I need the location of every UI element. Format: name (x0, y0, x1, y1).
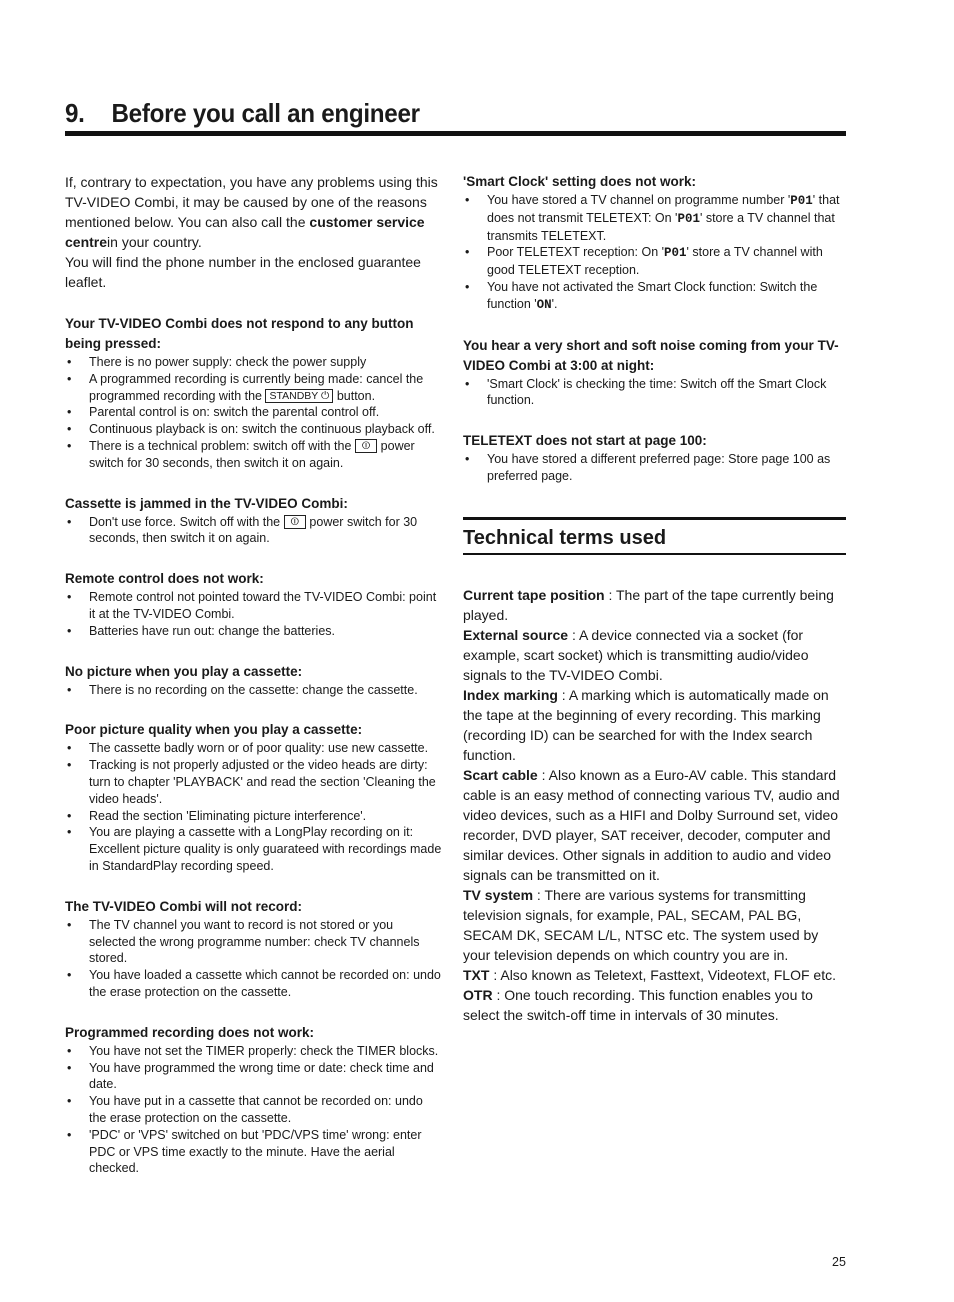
section-heading: 'Smart Clock' setting does not work: (463, 174, 696, 189)
list-item: • You have not set the TIMER properly: check the TIMER blocks. (67, 1043, 439, 1058)
term-entry: OTR : One touch recording. This function enables you to select the switch-off time in intervals of 30 minutes. (463, 986, 813, 1023)
section-heading: TELETEXT does not start at page 100: (463, 433, 707, 449)
section-heading: No picture when you play a cassette: (65, 663, 303, 679)
section-noise-at-night (463, 336, 846, 410)
list-item: • You have put in a cassette that cannot be recorded on: undo the erase protection on the cassette. (67, 1094, 423, 1125)
section-heading: Remote control does not work: (65, 571, 264, 587)
list-item: • Continuous playback is on: switch the continuous playback off. (67, 422, 435, 437)
section-programmed-recording (65, 1023, 443, 1177)
list-item: • You have programmed the wrong time or date: check time and date. (67, 1060, 434, 1092)
list-item: • Don't use force. Switch off with the ⏼ power switch for 30 seconds, then switch it on again. (67, 514, 418, 546)
list-item: • The cassette badly worn or of poor quality: use new cassette. (67, 741, 429, 756)
list-item: • You have stored a TV channel on programme number 'P01' that does not transmit TELETEXT: On 'P01' store a TV channel that transmits TELETEXT. (465, 193, 840, 243)
term-entry: TXT : Also known as Teletext, Fasttext, Videotext, FLOF etc. (463, 966, 836, 983)
section-smart-clock (463, 172, 846, 314)
list-item: • 'PDC' or 'VPS' switched on but 'PDC/VPS time' wrong: enter PDC or VPS time exactly to the minute. Have the aerial checked. (67, 1127, 422, 1176)
term-entry: TV system : There are various systems for transmitting television signals, for example, PAL, SECAM, PAL BG, SECAM DK, SECAM L/L, NTSC etc. The system used by your television depends on which country you are in. (463, 886, 819, 963)
right-column (463, 172, 846, 1025)
list-item: • Poor TELETEXT reception: On 'P01' store a TV channel with good TELETEXT reception. (465, 245, 823, 278)
intro-paragraph-1: If, contrary to expectation, you have any problems using this TV-VIDEO Combi, it may be caused by one of the reasons mentioned below. You can also call the customer service centrein your country. (65, 174, 438, 250)
list-item: • There is no recording on the cassette: change the cassette. (67, 682, 418, 697)
page-number: 25 (832, 1255, 846, 1269)
section-remote-control (65, 569, 443, 639)
list-item: • Remote control not pointed toward the TV-VIDEO Combi: point it at the TV-VIDEO Combi. (67, 590, 437, 621)
intro (65, 172, 443, 292)
term-entry: Current tape position : The part of the tape currently being played. (463, 586, 834, 623)
section-heading: You hear a very short and soft noise coming from your TV-VIDEO Combi at 3:00 at night: (463, 337, 839, 373)
list-item: • There is no power supply: check the power supply (67, 355, 367, 369)
intro-paragraph-2: You will find the phone number in the enclosed guarantee leaflet. (65, 254, 421, 290)
left-column (65, 172, 443, 1177)
list-item: • There is a technical problem: switch off with the ⏼ power switch for 30 seconds, then switch it on again. (67, 438, 415, 470)
list-item: • You are playing a cassette with a LongPlay recording on it: Excellent picture quality is only guarateed with recordings made in StandardPlay recording speed. (67, 825, 442, 873)
section-heading: Cassette is jammed in the TV-VIDEO Combi: (65, 495, 348, 511)
term-entry: Index marking : A marking which is automatically made on the tape at the beginning of every recording. This marking (recording ID) can be searched for with the Index search function. (463, 686, 829, 763)
technical-terms-heading: Technical terms used (463, 526, 667, 549)
section-cassette-jammed (65, 494, 443, 548)
power-key-icon: ⏼ (284, 515, 306, 529)
chapter-title (65, 98, 846, 136)
section-teletext (463, 431, 846, 485)
list-item: • Parental control is on: switch the parental control off. (67, 405, 380, 420)
section-heading: Poor picture quality when you play a cassette: (65, 722, 363, 738)
list-item: • Read the section 'Eliminating picture interference'. (67, 808, 367, 823)
section-no-picture (65, 662, 443, 699)
chapter-number: 9. (65, 98, 85, 128)
power-key-icon: ⏼ (355, 439, 377, 453)
list-item: • A programmed recording is currently being made: cancel the programmed recording with the STANDBY ⏻ button. (67, 371, 424, 403)
standby-key-icon: STANDBY ⏻ (265, 389, 333, 403)
list-item: • The TV channel you want to record is not stored or you selected the wrong programme number: check TV channels stored. (67, 917, 420, 966)
list-item: • Tracking is not properly adjusted or the video heads are dirty: turn to chapter 'PLAYBACK' and read the section 'Cleaning the video heads'. (67, 758, 436, 806)
section-heading: Your TV-VIDEO Combi does not respond to any button being pressed: (65, 316, 414, 351)
list-item: • You have not activated the Smart Clock function: Switch the function 'ON'. (465, 279, 818, 312)
list-item: • Batteries have run out: change the batteries. (67, 623, 335, 638)
list-item: • You have stored a different preferred page: Store page 100 as preferred page. (465, 452, 831, 483)
chapter-heading: Before you call an engineer (111, 98, 420, 128)
list-item: • You have loaded a cassette which cannot be recorded on: undo the erase protection on the cassette. (67, 968, 441, 999)
term-entry: Scart cable : Also known as a Euro-AV cable. This standard cable is an easy method of connecting various TV, audio and video devices, such as a HIFI and Dolby Surround set, video recorder, DVD player, SAT receiver, decoder, computer and similar devices. Other signals in addition to audio and video signals can be transmitted on it. (463, 766, 840, 883)
list-item: • 'Smart Clock' is checking the time: Switch off the Smart Clock function. (465, 376, 827, 408)
term-entry: External source : A device connected via a socket (for example, scart socket) which is transmitting audio/video signals to the TV-VIDEO Combi. (463, 626, 809, 683)
section-heading: The TV-VIDEO Combi will not record: (65, 898, 303, 914)
section-no-response (65, 314, 443, 472)
section-heading: Programmed recording does not work: (65, 1024, 315, 1040)
section-will-not-record (65, 897, 443, 1001)
technical-terms-header (463, 517, 846, 555)
technical-terms-list (463, 585, 846, 1025)
section-poor-picture (65, 720, 443, 874)
